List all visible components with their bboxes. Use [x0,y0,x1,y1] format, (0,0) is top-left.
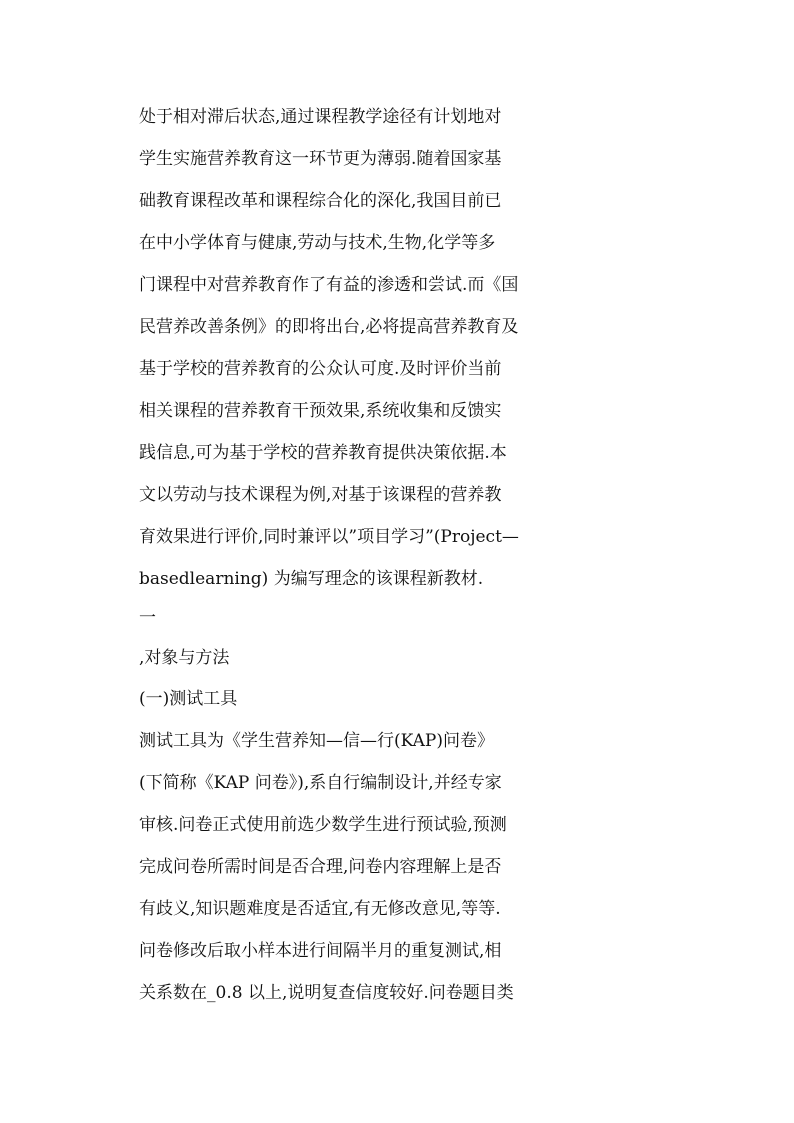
text-line: 基于学校的营养教育的公众认可度.及时评价当前 [139,359,502,379]
text-line: 践信息,可为基于学校的营养教育提供决策依据.本 [139,443,507,463]
subsection-heading: (一)测试工具 [139,689,238,709]
text-line: (下简称《KAP 问卷》),系自行编制设计,并经专家 [139,773,502,793]
text-line: 学生实施营养教育这一环节更为薄弱.随着国家基 [139,149,502,169]
section-number: 一 [139,608,156,628]
text-line: 门课程中对营养教育作了有益的渗透和尝试.而《国 [139,275,519,295]
text-line: 关系数在_0.8 以上,说明复查信度较好.问卷题目类 [139,983,514,1003]
text-line: 测试工具为《学生营养知—信—行(KAP)问卷》 [139,731,494,751]
text-line: 育效果进行评价,同时兼评以”项目学习”(Project— [139,527,519,547]
text-line: 审核.问卷正式使用前选少数学生进行预试验,预测 [139,815,507,835]
text-line: 民营养改善条例》的即将出台,必将提高营养教育及 [139,317,519,337]
text-line: 处于相对滞后状态,通过课程教学途径有计划地对 [139,107,502,127]
text-line: 问卷修改后取小样本进行间隔半月的重复测试,相 [139,941,502,961]
text-line: 在中小学体育与健康,劳动与技术,生物,化学等多 [139,233,496,253]
text-line: 文以劳动与技术课程为例,对基于该课程的营养教 [139,485,502,505]
text-line: 有歧义,知识题难度是否适宜,有无修改意见,等等. [139,899,501,919]
text-line: 完成问卷所需时间是否合理,问卷内容理解上是否 [139,857,502,877]
text-line: basedlearning) 为编写理念的该课程新教材. [139,569,484,589]
text-line: 础教育课程改革和课程综合化的深化,我国目前已 [139,191,502,211]
text-line: 相关课程的营养教育干预效果,系统收集和反馈实 [139,401,502,421]
section-heading: ,对象与方法 [139,648,230,668]
